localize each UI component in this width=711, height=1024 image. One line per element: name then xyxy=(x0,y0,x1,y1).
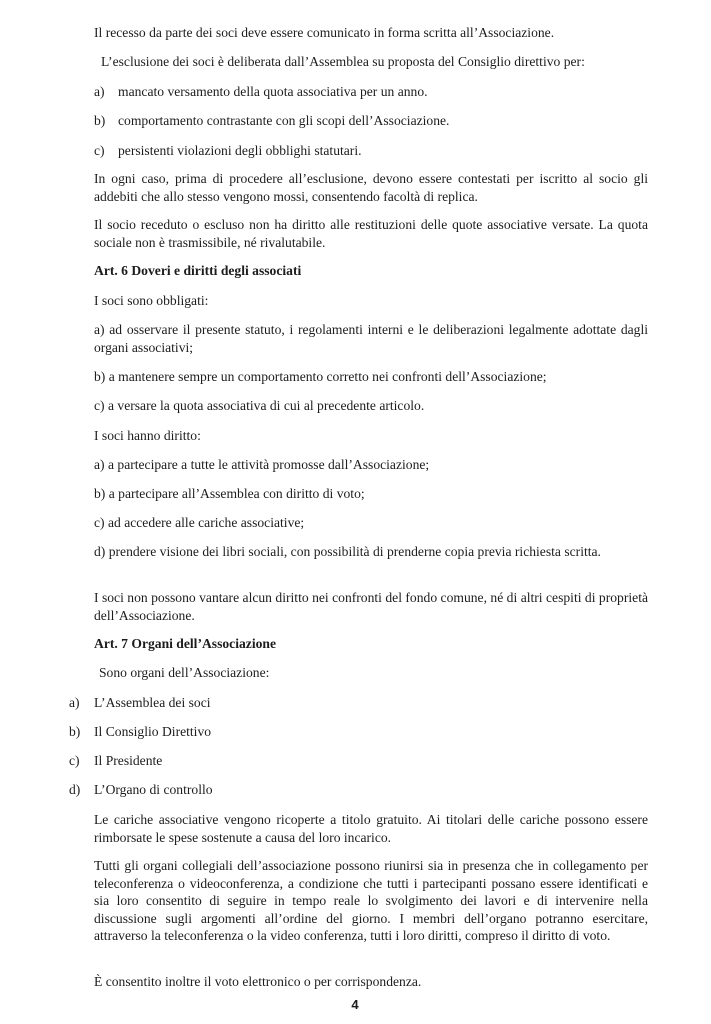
diritto-item: a) a partecipare a tutte le attività promosse dall’Associazione; xyxy=(94,457,430,472)
list-text: L’Organo di controllo xyxy=(94,782,213,797)
restituzioni-paragraph: Il socio receduto o escluso non ha diritto alle restituzioni delle quote associative versate. La quota sociale non è trasmissibile, né rivalutabile. xyxy=(94,217,648,250)
art7-heading: Art. 7 Organi dell’Associazione xyxy=(94,636,276,651)
esclusione-paragraph: L’esclusione dei soci è deliberata dall’Assemblea su proposta del Consiglio direttivo per: xyxy=(101,54,585,69)
organi-intro: Sono organi dell’Associazione: xyxy=(99,665,270,680)
obbligo-item: a) ad osservare il presente statuto, i regolamenti interni e le deliberazioni legalmente adottate dagli organi associativi; xyxy=(94,322,648,355)
list-marker: c) xyxy=(94,143,105,158)
diritto-item: d) prendere visione dei libri sociali, con possibilità di prenderne copia previa richiesta scritta. xyxy=(94,544,601,559)
list-marker: b) xyxy=(94,113,106,128)
obbligo-item: c) a versare la quota associativa di cui al precedente articolo. xyxy=(94,398,425,413)
page-number: 4 xyxy=(351,997,359,1012)
contestazione-paragraph: In ogni caso, prima di procedere all’esclusione, devono essere contestati per iscritto al socio gli addebiti che allo stesso vengono mossi, consentendo facoltà di replica. xyxy=(94,171,648,204)
list-marker: b) xyxy=(69,724,81,739)
diritto-item: b) a partecipare all’Assemblea con diritto di voto; xyxy=(94,486,365,501)
organi-collegiali-paragraph: Tutti gli organi collegiali dell’associazione possono riunirsi sia in presenza che in collegamento per teleconferenza o videoconferenza, a condizione che tutti i partecipanti possano essere identificati e sia loro consentito di seguire in tempo reale lo svolgimento dei lavori e di intervenire nella discussione sugli argomenti all’ordine del giorno. I membri dell’organo potranno esercitare, attraverso la teleconferenza o la video conferenza, tutti i loro diritti, compreso il diritto di voto. xyxy=(94,858,648,943)
list-text: persistenti violazioni degli obblighi statutari. xyxy=(118,143,362,158)
list-text: Il Consiglio Direttivo xyxy=(94,724,212,739)
list-marker: d) xyxy=(69,782,81,797)
recesso-paragraph: Il recesso da parte dei soci deve essere comunicato in forma scritta all’Associazione. xyxy=(94,25,555,40)
list-text: mancato versamento della quota associativa per un anno. xyxy=(118,84,428,99)
list-marker: a) xyxy=(94,84,105,99)
list-text: L’Assemblea dei soci xyxy=(94,695,211,710)
obbligo-item: b) a mantenere sempre un comportamento corretto nei confronti dell’Associazione; xyxy=(94,369,547,384)
list-marker: a) xyxy=(69,695,80,710)
list-text: Il Presidente xyxy=(94,753,163,768)
diritti-intro: I soci hanno diritto: xyxy=(94,428,201,443)
obblighi-intro: I soci sono obbligati: xyxy=(94,293,209,308)
cariche-paragraph: Le cariche associative vengono ricoperte a titolo gratuito. Ai titolari delle cariche possono essere rimborsate le spese sostenute a causa del loro incarico. xyxy=(94,812,648,845)
art6-heading: Art. 6 Doveri e diritti degli associati xyxy=(94,263,302,278)
voto-elettronico-paragraph: È consentito inoltre il voto elettronico o per corrispondenza. xyxy=(94,974,422,989)
list-marker: c) xyxy=(69,753,80,768)
list-text: comportamento contrastante con gli scopi dell’Associazione. xyxy=(118,113,450,128)
diritto-item: c) ad accedere alle cariche associative; xyxy=(94,515,305,530)
fondo-paragraph: I soci non possono vantare alcun diritto nei confronti del fondo comune, né di altri cespiti di proprietà dell’Associazione. xyxy=(94,590,648,623)
